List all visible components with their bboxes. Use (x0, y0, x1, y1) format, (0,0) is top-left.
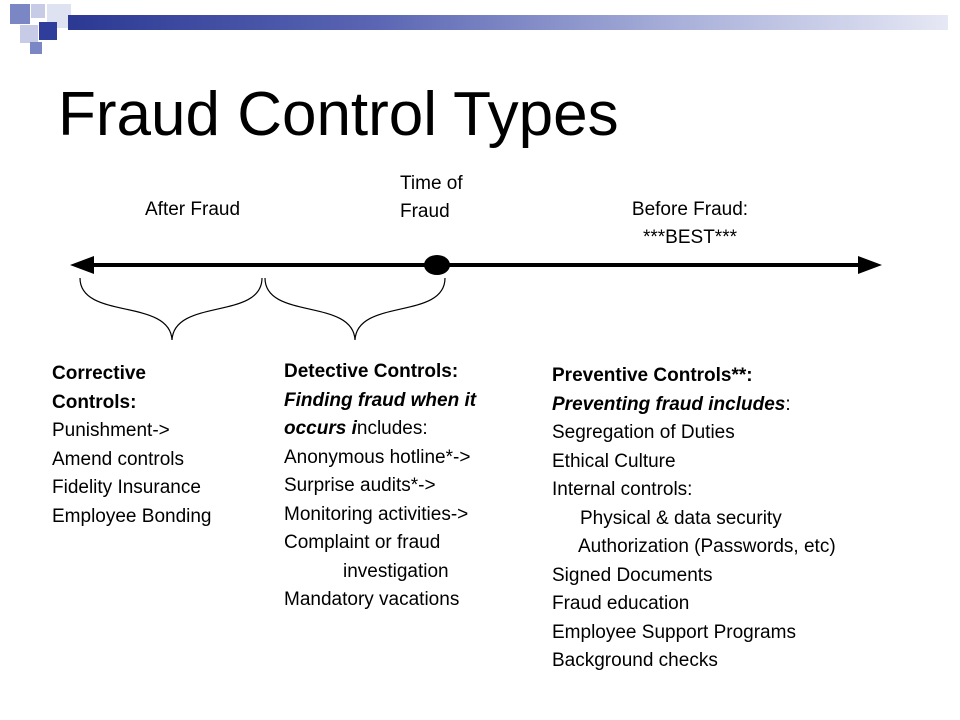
list-item: Amend controls (52, 448, 185, 470)
detective-intro-bold: occurs i (284, 418, 357, 439)
header-square (31, 4, 45, 18)
corrective-heading-line1: Corrective (52, 363, 146, 384)
time-of-fraud-line2: Fraud (400, 200, 450, 222)
detective-intro-line2 (284, 415, 476, 444)
list-item: Segregation of Duties (552, 422, 735, 443)
list-item: Anonymous hotline*-> (284, 446, 471, 468)
header-decoration (0, 0, 960, 60)
list-item: Fraud education (552, 593, 690, 614)
list-item: Physical & data security (580, 507, 782, 529)
time-of-fraud-line1: Time of (400, 173, 463, 194)
time-of-fraud-marker (424, 255, 450, 275)
list-item: Ethical Culture (552, 450, 676, 472)
before-fraud-line2: ***BEST*** (643, 226, 737, 248)
preventive-controls (552, 362, 836, 676)
corrective-controls (52, 360, 212, 531)
list-item: Mandatory vacations (284, 589, 460, 610)
list-item: Signed Documents (552, 564, 713, 586)
header-square (20, 25, 38, 43)
list-item: Complaint or fraud (284, 532, 441, 553)
list-item: Internal controls: (552, 479, 693, 500)
detective-brace (265, 278, 445, 340)
preventive-heading: Preventive Controls**: (552, 365, 753, 386)
list-item: Fidelity Insurance (52, 477, 201, 498)
preventive-intro-bold: Preventing fraud includes (552, 393, 786, 415)
preventive-intro-rest: : (785, 393, 791, 415)
detective-controls (284, 358, 476, 615)
detective-intro-rest: ncludes: (356, 418, 428, 439)
list-item: investigation (343, 560, 449, 582)
time-of-fraud-label (400, 170, 463, 225)
preventive-intro (552, 391, 836, 420)
corrective-brace (80, 278, 262, 340)
slide-title: Fraud Control Types (58, 80, 619, 149)
header-square (30, 42, 42, 54)
header-gradient-bar (68, 15, 948, 30)
after-fraud-label: After Fraud (145, 199, 241, 220)
corrective-heading-line2: Controls: (52, 391, 137, 413)
left-arrowhead (70, 256, 94, 274)
header-square (10, 4, 30, 24)
right-arrowhead (858, 256, 882, 274)
list-item: Employee Bonding (52, 505, 212, 527)
list-item: Punishment-> (52, 420, 170, 441)
list-item: Monitoring activities-> (284, 503, 469, 525)
list-item: Surprise audits*-> (284, 475, 436, 496)
list-item: Employee Support Programs (552, 621, 796, 643)
detective-heading: Detective Controls: (284, 361, 459, 382)
before-fraud-line1: Before Fraud: (631, 199, 749, 220)
header-square (39, 22, 57, 40)
detective-intro-line1: Finding fraud when it (284, 389, 477, 411)
timeline-diagram (0, 240, 960, 350)
list-item: Authorization (Passwords, etc) (578, 536, 836, 557)
list-item: Background checks (552, 650, 718, 671)
